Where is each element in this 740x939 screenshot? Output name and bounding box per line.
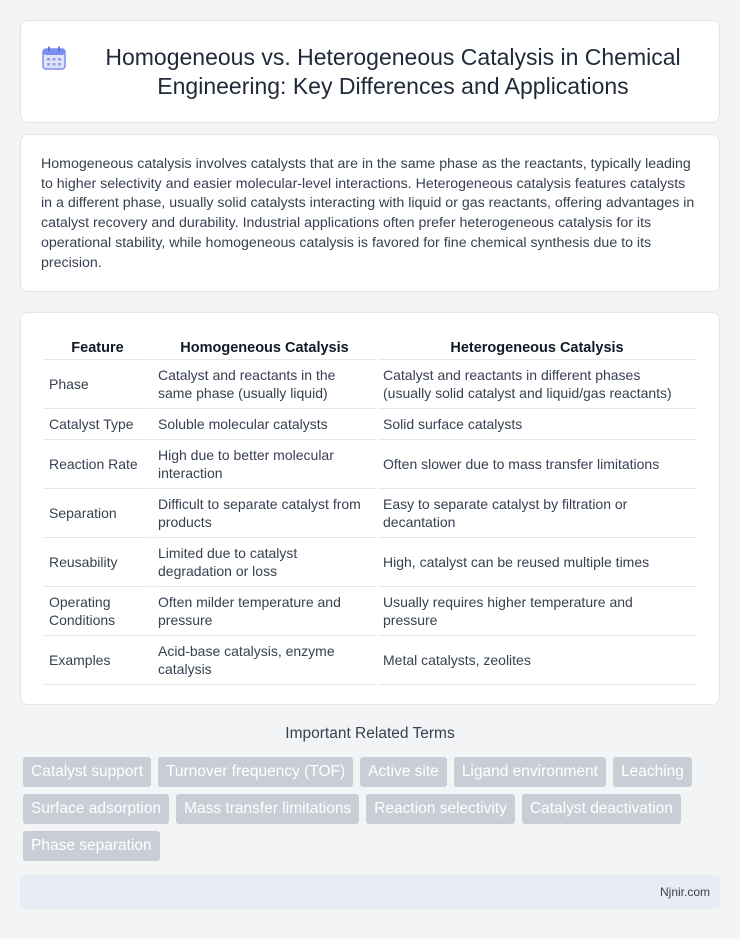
related-terms-title: Important Related Terms bbox=[285, 725, 455, 742]
comparison-table bbox=[42, 333, 698, 685]
row-homogeneous: Catalyst and reactants in the same phase (usually liquid) bbox=[153, 360, 376, 409]
row-feature: Examples bbox=[44, 636, 151, 685]
row-homogeneous: High due to better molecular interaction bbox=[153, 440, 376, 489]
row-feature: Catalyst Type bbox=[44, 409, 151, 440]
row-homogeneous: Soluble molecular catalysts bbox=[153, 409, 376, 440]
row-homogeneous: Often milder temperature and pressure bbox=[153, 587, 376, 636]
tag-ligand-environment[interactable]: Ligand environment bbox=[454, 757, 606, 787]
table-row bbox=[44, 587, 696, 636]
row-heterogeneous: High, catalyst can be reused multiple times bbox=[378, 538, 696, 587]
tag-catalyst-support[interactable]: Catalyst support bbox=[23, 757, 151, 787]
tag-reaction-selectivity[interactable]: Reaction selectivity bbox=[366, 794, 515, 824]
table-row bbox=[44, 636, 696, 685]
related-terms-list bbox=[23, 757, 723, 861]
tag-surface-adsorption[interactable]: Surface adsorption bbox=[23, 794, 169, 824]
table-row bbox=[44, 409, 696, 440]
tag-leaching[interactable]: Leaching bbox=[613, 757, 692, 787]
row-feature: Reusability bbox=[44, 538, 151, 587]
intro-paragraph: Homogeneous catalysis involves catalysts that are in the same phase as the reactants, typically leading to higher selectivity and easier molecular-level interactions. Heterogeneous catalysis features catalysts in a different phase, usually solid catalysts interacting with liquid or gas reactants, offering advantages in catalyst recovery and durability. Industrial applications often prefer heterogeneous catalysis for its operational stability, while homogeneous catalysis is favored for fine chemical synthesis due to its precision. bbox=[41, 156, 695, 271]
table-row bbox=[44, 440, 696, 489]
row-heterogeneous: Usually requires higher temperature and pressure bbox=[378, 587, 696, 636]
table-row bbox=[44, 360, 696, 409]
row-heterogeneous: Metal catalysts, zeolites bbox=[378, 636, 696, 685]
row-homogeneous: Acid-base catalysis, enzyme catalysis bbox=[153, 636, 376, 685]
table-row bbox=[44, 489, 696, 538]
intro-card bbox=[20, 134, 720, 292]
tag-active-site[interactable]: Active site bbox=[360, 757, 447, 787]
header-card bbox=[20, 20, 720, 123]
comparison-table-card bbox=[20, 312, 720, 705]
footer-brand[interactable]: Njnir.com bbox=[659, 885, 710, 899]
row-homogeneous: Limited due to catalyst degradation or loss bbox=[153, 538, 376, 587]
tag-phase-separation[interactable]: Phase separation bbox=[23, 831, 160, 861]
row-heterogeneous: Catalyst and reactants in different phases (usually solid catalyst and liquid/gas reactants) bbox=[378, 360, 696, 409]
footer bbox=[20, 875, 720, 909]
tag-turnover-frequency[interactable]: Turnover frequency (TOF) bbox=[158, 757, 353, 787]
table-row bbox=[44, 538, 696, 587]
row-heterogeneous: Solid surface catalysts bbox=[378, 409, 696, 440]
row-homogeneous: Difficult to separate catalyst from products bbox=[153, 489, 376, 538]
row-feature: Operating Conditions bbox=[44, 587, 151, 636]
header-heterogeneous: Heterogeneous Catalysis bbox=[378, 333, 696, 360]
table-header-row bbox=[44, 333, 696, 360]
tag-mass-transfer-limitations[interactable]: Mass transfer limitations bbox=[176, 794, 359, 824]
row-feature: Separation bbox=[44, 489, 151, 538]
header-homogeneous: Homogeneous Catalysis bbox=[153, 333, 376, 360]
page-title: Homogeneous vs. Heterogeneous Catalysis in Chemical Engineering: Key Differences and Applications bbox=[105, 43, 681, 99]
row-feature: Phase bbox=[44, 360, 151, 409]
row-heterogeneous: Often slower due to mass transfer limitations bbox=[378, 440, 696, 489]
calendar-icon bbox=[41, 45, 67, 71]
header-feature: Feature bbox=[44, 333, 151, 360]
row-feature: Reaction Rate bbox=[44, 440, 151, 489]
row-heterogeneous: Easy to separate catalyst by filtration or decantation bbox=[378, 489, 696, 538]
tag-catalyst-deactivation[interactable]: Catalyst deactivation bbox=[522, 794, 681, 824]
